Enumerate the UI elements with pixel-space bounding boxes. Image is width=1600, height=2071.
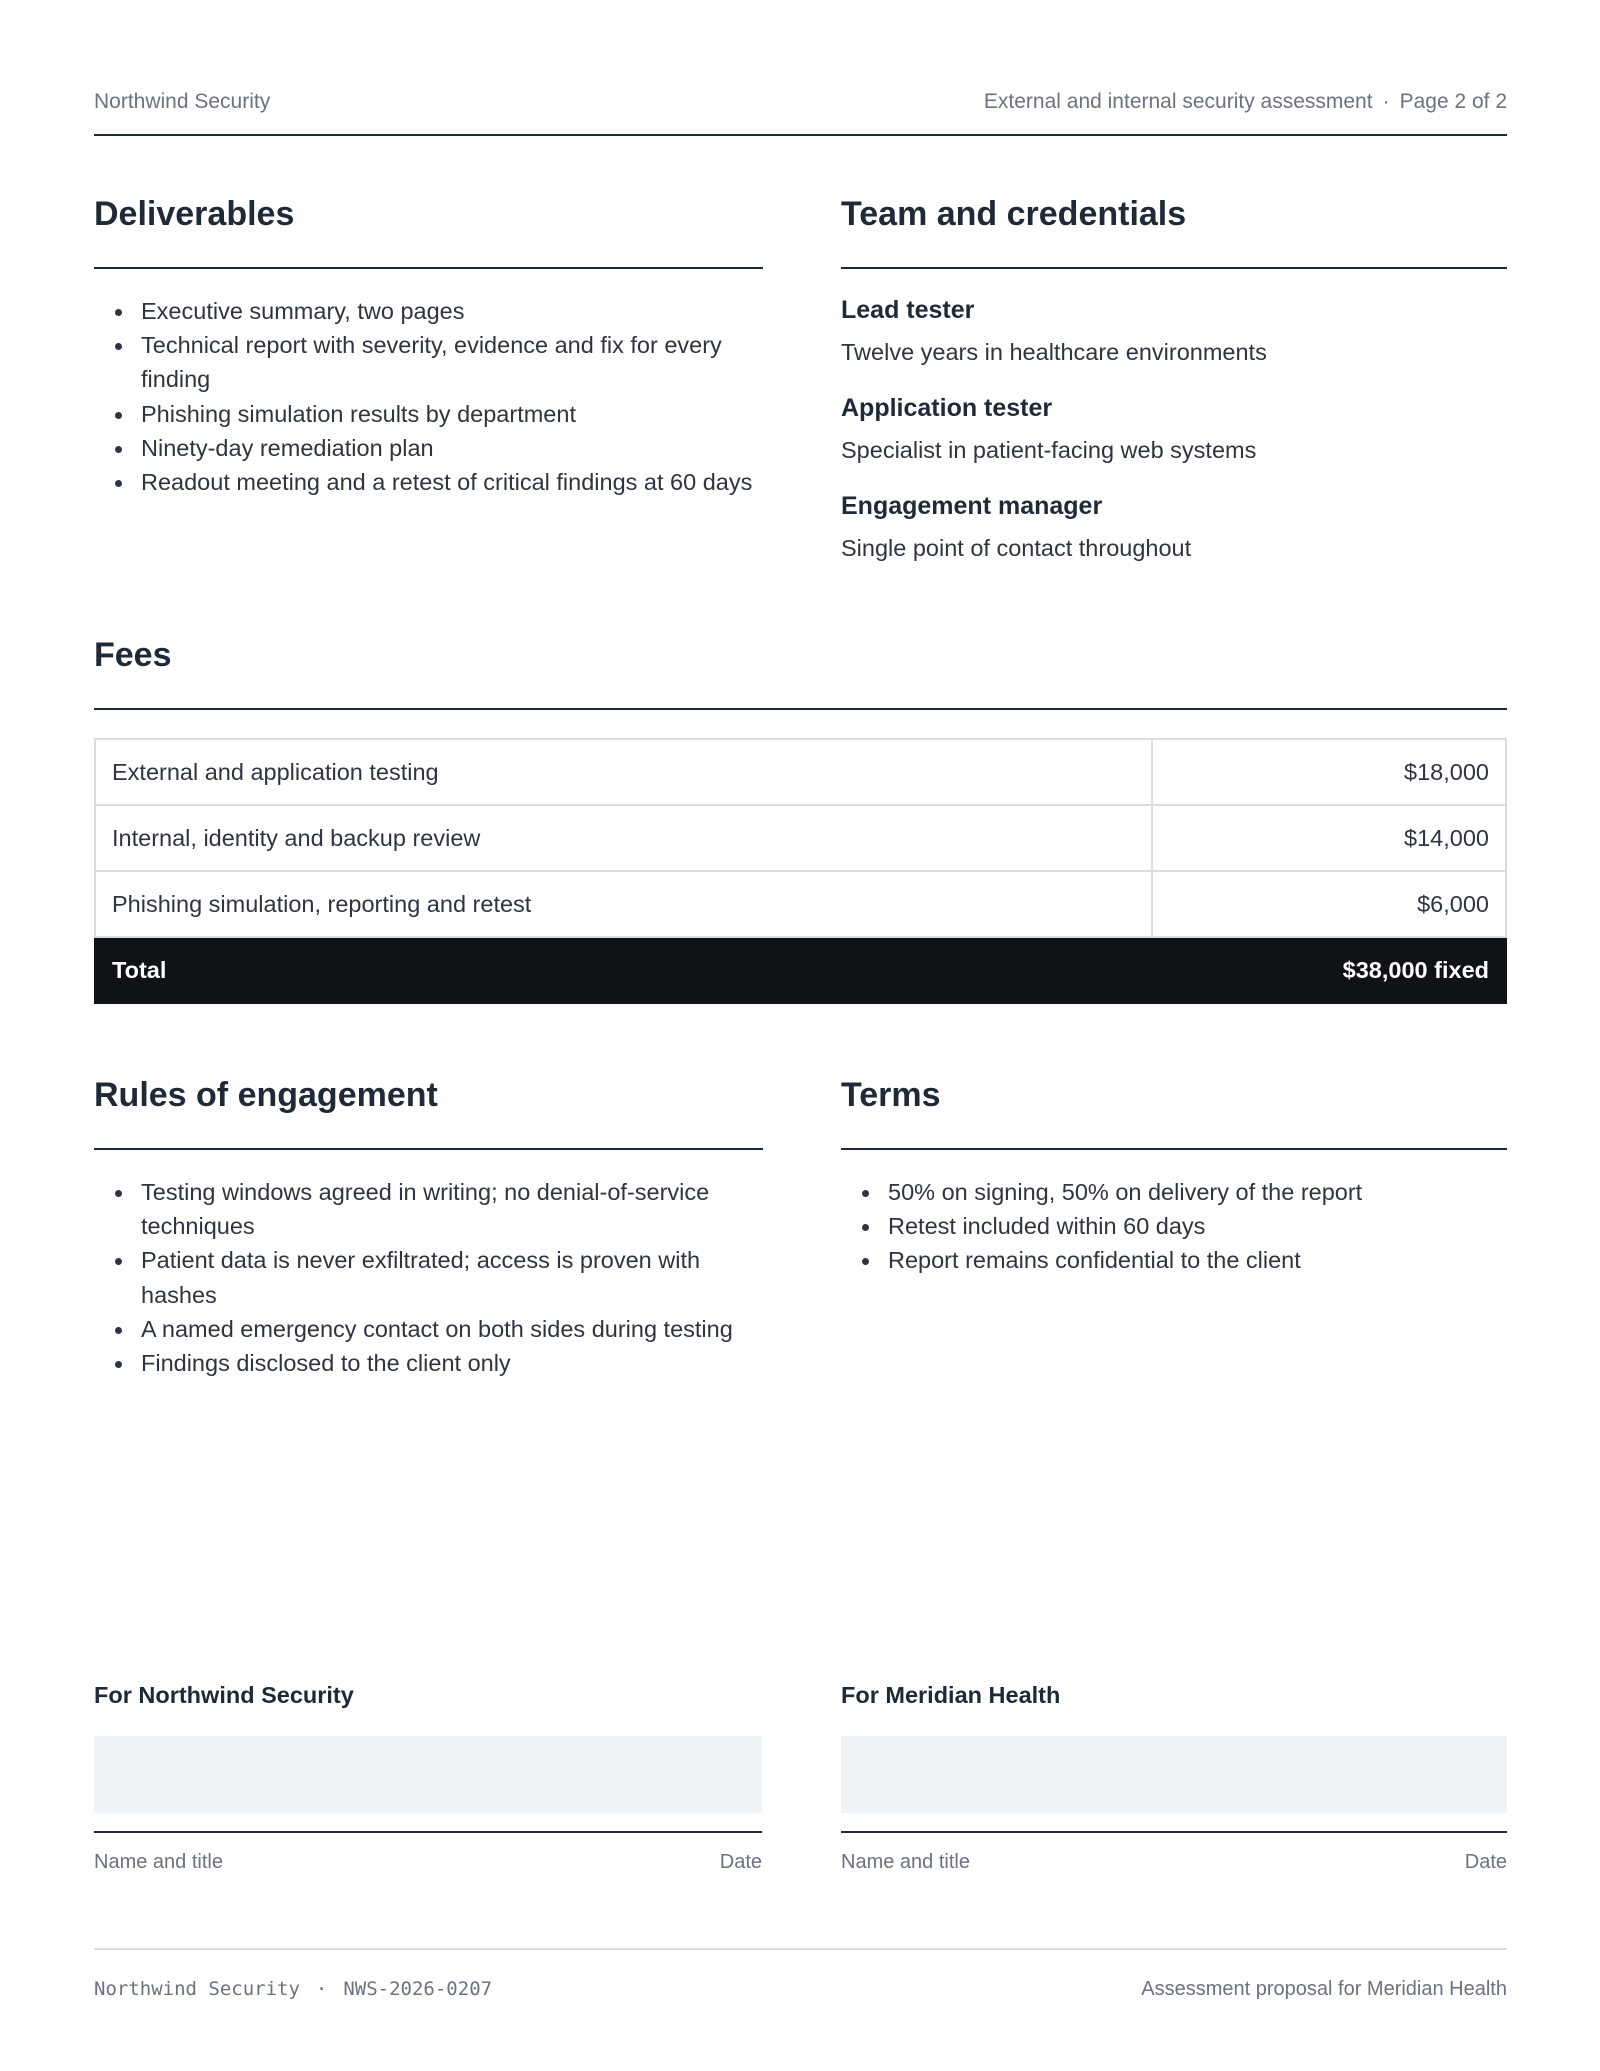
total-label: Total (95, 937, 1152, 1003)
fee-amount: $18,000 (1152, 739, 1506, 805)
header-doc-info (984, 90, 1507, 114)
footer-reference: NWS-2026-0207 (343, 1978, 493, 2000)
signature-block-northwind (94, 1680, 762, 1881)
list-item: Phishing simulation results by department (141, 397, 763, 431)
rules-heading: Rules of engagement (94, 1072, 763, 1150)
list-item: Retest included within 60 days (888, 1209, 1507, 1243)
table-row (95, 805, 1506, 871)
deliverables-list (94, 294, 763, 499)
list-item: Technical report with severity, evidence and fix for every finding (141, 328, 763, 396)
table-row (95, 871, 1506, 937)
signature-labels (841, 1851, 1507, 1881)
signature-line (94, 1831, 762, 1833)
header-page-number: Page 2 of 2 (1399, 90, 1507, 113)
date-label: Date (1464, 1851, 1507, 1873)
page-header (94, 88, 1507, 136)
signature-field[interactable] (94, 1736, 762, 1813)
role-title: Lead tester (841, 296, 975, 324)
footer-right: Assessment proposal for Meridian Health (1141, 1978, 1507, 2000)
name-title-label: Name and title (94, 1851, 223, 1873)
role-description: Twelve years in healthcare environments (841, 339, 1267, 365)
fees-table (94, 738, 1507, 1004)
proposal-page (94, 0, 1507, 2071)
list-item: 50% on signing, 50% on delivery of the report (888, 1175, 1507, 1209)
team-role (841, 489, 1507, 565)
header-company: Northwind Security (94, 90, 271, 113)
list-item: Patient data is never exfiltrated; access is proven with hashes (141, 1243, 763, 1311)
role-title: Engagement manager (841, 492, 1103, 520)
list-item: Findings disclosed to the client only (141, 1346, 763, 1380)
role-description: Single point of contact throughout (841, 535, 1192, 561)
team-section (841, 191, 1507, 565)
header-separator: · (1382, 90, 1390, 113)
team-role (841, 293, 1507, 369)
terms-heading: Terms (841, 1072, 1507, 1150)
total-row (95, 937, 1506, 1003)
list-item: Report remains confidential to the client (888, 1243, 1507, 1277)
fees-section (94, 632, 1507, 710)
list-item: Executive summary, two pages (141, 294, 763, 328)
footer-left (94, 1978, 492, 2000)
list-item: Readout meeting and a retest of critical findings at 60 days (141, 465, 763, 499)
header-doc-title: External and internal security assessment (983, 90, 1373, 113)
deliverables-section (94, 191, 763, 499)
signature-labels (94, 1851, 762, 1881)
fee-amount: $6,000 (1152, 871, 1506, 937)
page-footer (94, 1948, 1507, 2000)
total-amount: $38,000 fixed (1152, 937, 1506, 1003)
role-description: Specialist in patient-facing web systems (841, 437, 1257, 463)
signature-line (841, 1831, 1507, 1833)
name-title-label: Name and title (841, 1851, 970, 1873)
fees-heading: Fees (94, 632, 1507, 710)
footer-separator: · (315, 1978, 328, 2000)
role-title: Application tester (841, 394, 1053, 422)
signature-field[interactable] (841, 1736, 1507, 1813)
rules-list (94, 1175, 763, 1380)
deliverables-heading: Deliverables (94, 191, 763, 269)
team-role (841, 391, 1507, 467)
table-row (95, 739, 1506, 805)
footer-company: Northwind Security (94, 1978, 300, 2000)
fee-item: External and application testing (95, 739, 1152, 805)
fee-item: Internal, identity and backup review (95, 805, 1152, 871)
team-roles (841, 293, 1507, 565)
fee-item: Phishing simulation, reporting and retest (95, 871, 1152, 937)
terms-section (841, 1072, 1507, 1278)
fee-amount: $14,000 (1152, 805, 1506, 871)
list-item: Ninety-day remediation plan (141, 431, 763, 465)
list-item: Testing windows agreed in writing; no denial-of-service techniques (141, 1175, 763, 1243)
date-label: Date (719, 1851, 762, 1873)
terms-list (841, 1175, 1507, 1278)
team-heading: Team and credentials (841, 191, 1507, 269)
signature-party: For Northwind Security (94, 1682, 354, 1708)
rules-section (94, 1072, 763, 1380)
signature-party: For Meridian Health (841, 1682, 1061, 1708)
signature-block-meridian (841, 1680, 1507, 1881)
list-item: A named emergency contact on both sides during testing (141, 1312, 763, 1346)
